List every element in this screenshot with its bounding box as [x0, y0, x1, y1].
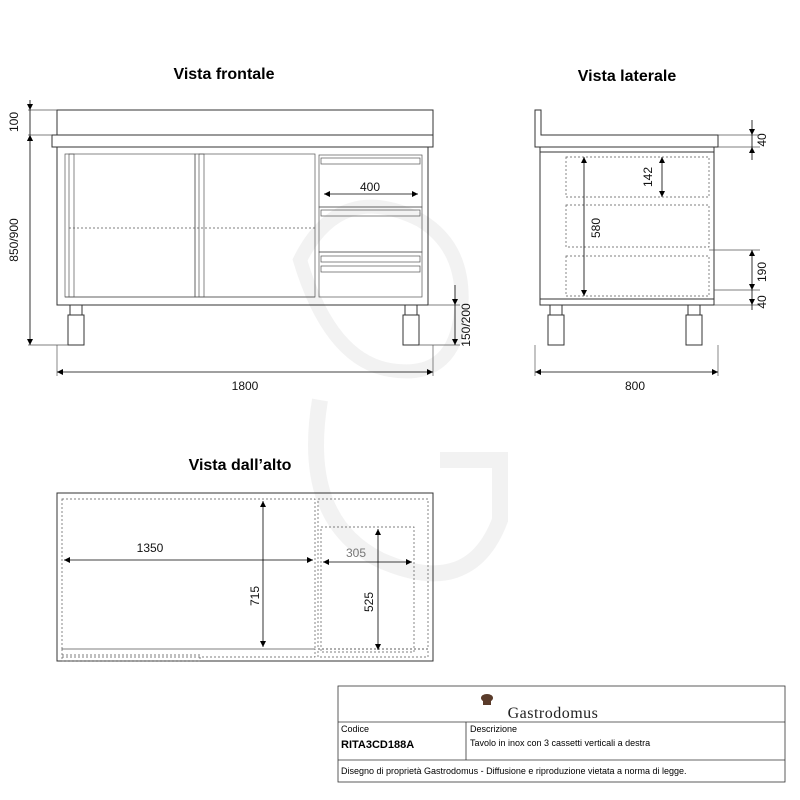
- front-backsplash: [57, 110, 433, 135]
- side-drawer-2: [566, 205, 709, 247]
- side-view: [535, 110, 769, 393]
- front-width-dim: 1800: [231, 379, 259, 393]
- drawer-width-label: 400: [359, 180, 381, 194]
- side-drawer-mid-dim: 580: [589, 217, 603, 239]
- top-view-title: Vista dall’alto: [188, 457, 292, 474]
- front-drawer-3: [319, 252, 422, 297]
- side-top: [535, 110, 718, 147]
- side-top-dim: 40: [755, 133, 769, 147]
- side-drawer-1: [566, 157, 709, 197]
- side-drawer-top-dim: 142: [641, 166, 655, 188]
- top-door-area: [62, 499, 315, 649]
- description-value: Tavolo in inox con 3 cassetti verticali a destra: [470, 738, 651, 748]
- brand-name: Gastrodomus: [507, 705, 599, 722]
- side-depth-dim: 800: [624, 379, 646, 393]
- side-drawer-bottom-dim: 190: [755, 261, 769, 283]
- top-view: [57, 493, 433, 661]
- code-label: Codice: [341, 724, 370, 734]
- title-block: [338, 686, 785, 782]
- code-value: RITA3CD188A: [341, 739, 415, 751]
- footer-note: Disegno di proprietà Gastrodomus - Diffusione e riproduzione vietata a norma di legge.: [341, 766, 687, 776]
- front-door-right: [195, 154, 315, 297]
- height-dim: 850/900: [7, 218, 21, 262]
- top-outline: [57, 493, 433, 661]
- front-body: [57, 147, 428, 305]
- top-length-dim: 1350: [136, 541, 164, 555]
- side-bottom-dim: 40: [755, 295, 769, 309]
- side-view-title: Vista laterale: [577, 68, 677, 85]
- top-drawer-width-dim: 305: [345, 546, 367, 560]
- side-drawer-3: [566, 256, 709, 296]
- description-label: Descrizione: [470, 724, 518, 734]
- front-view-title: Vista frontale: [173, 66, 275, 83]
- front-top: [52, 135, 433, 147]
- front-door-left: [65, 154, 195, 297]
- top-depth-dim: 715: [248, 585, 262, 607]
- feet-height-dim: 150/200: [459, 303, 473, 347]
- top-drawer-depth-dim: 525: [362, 591, 376, 613]
- backsplash-dim: 100: [7, 111, 21, 133]
- front-view: [7, 100, 473, 393]
